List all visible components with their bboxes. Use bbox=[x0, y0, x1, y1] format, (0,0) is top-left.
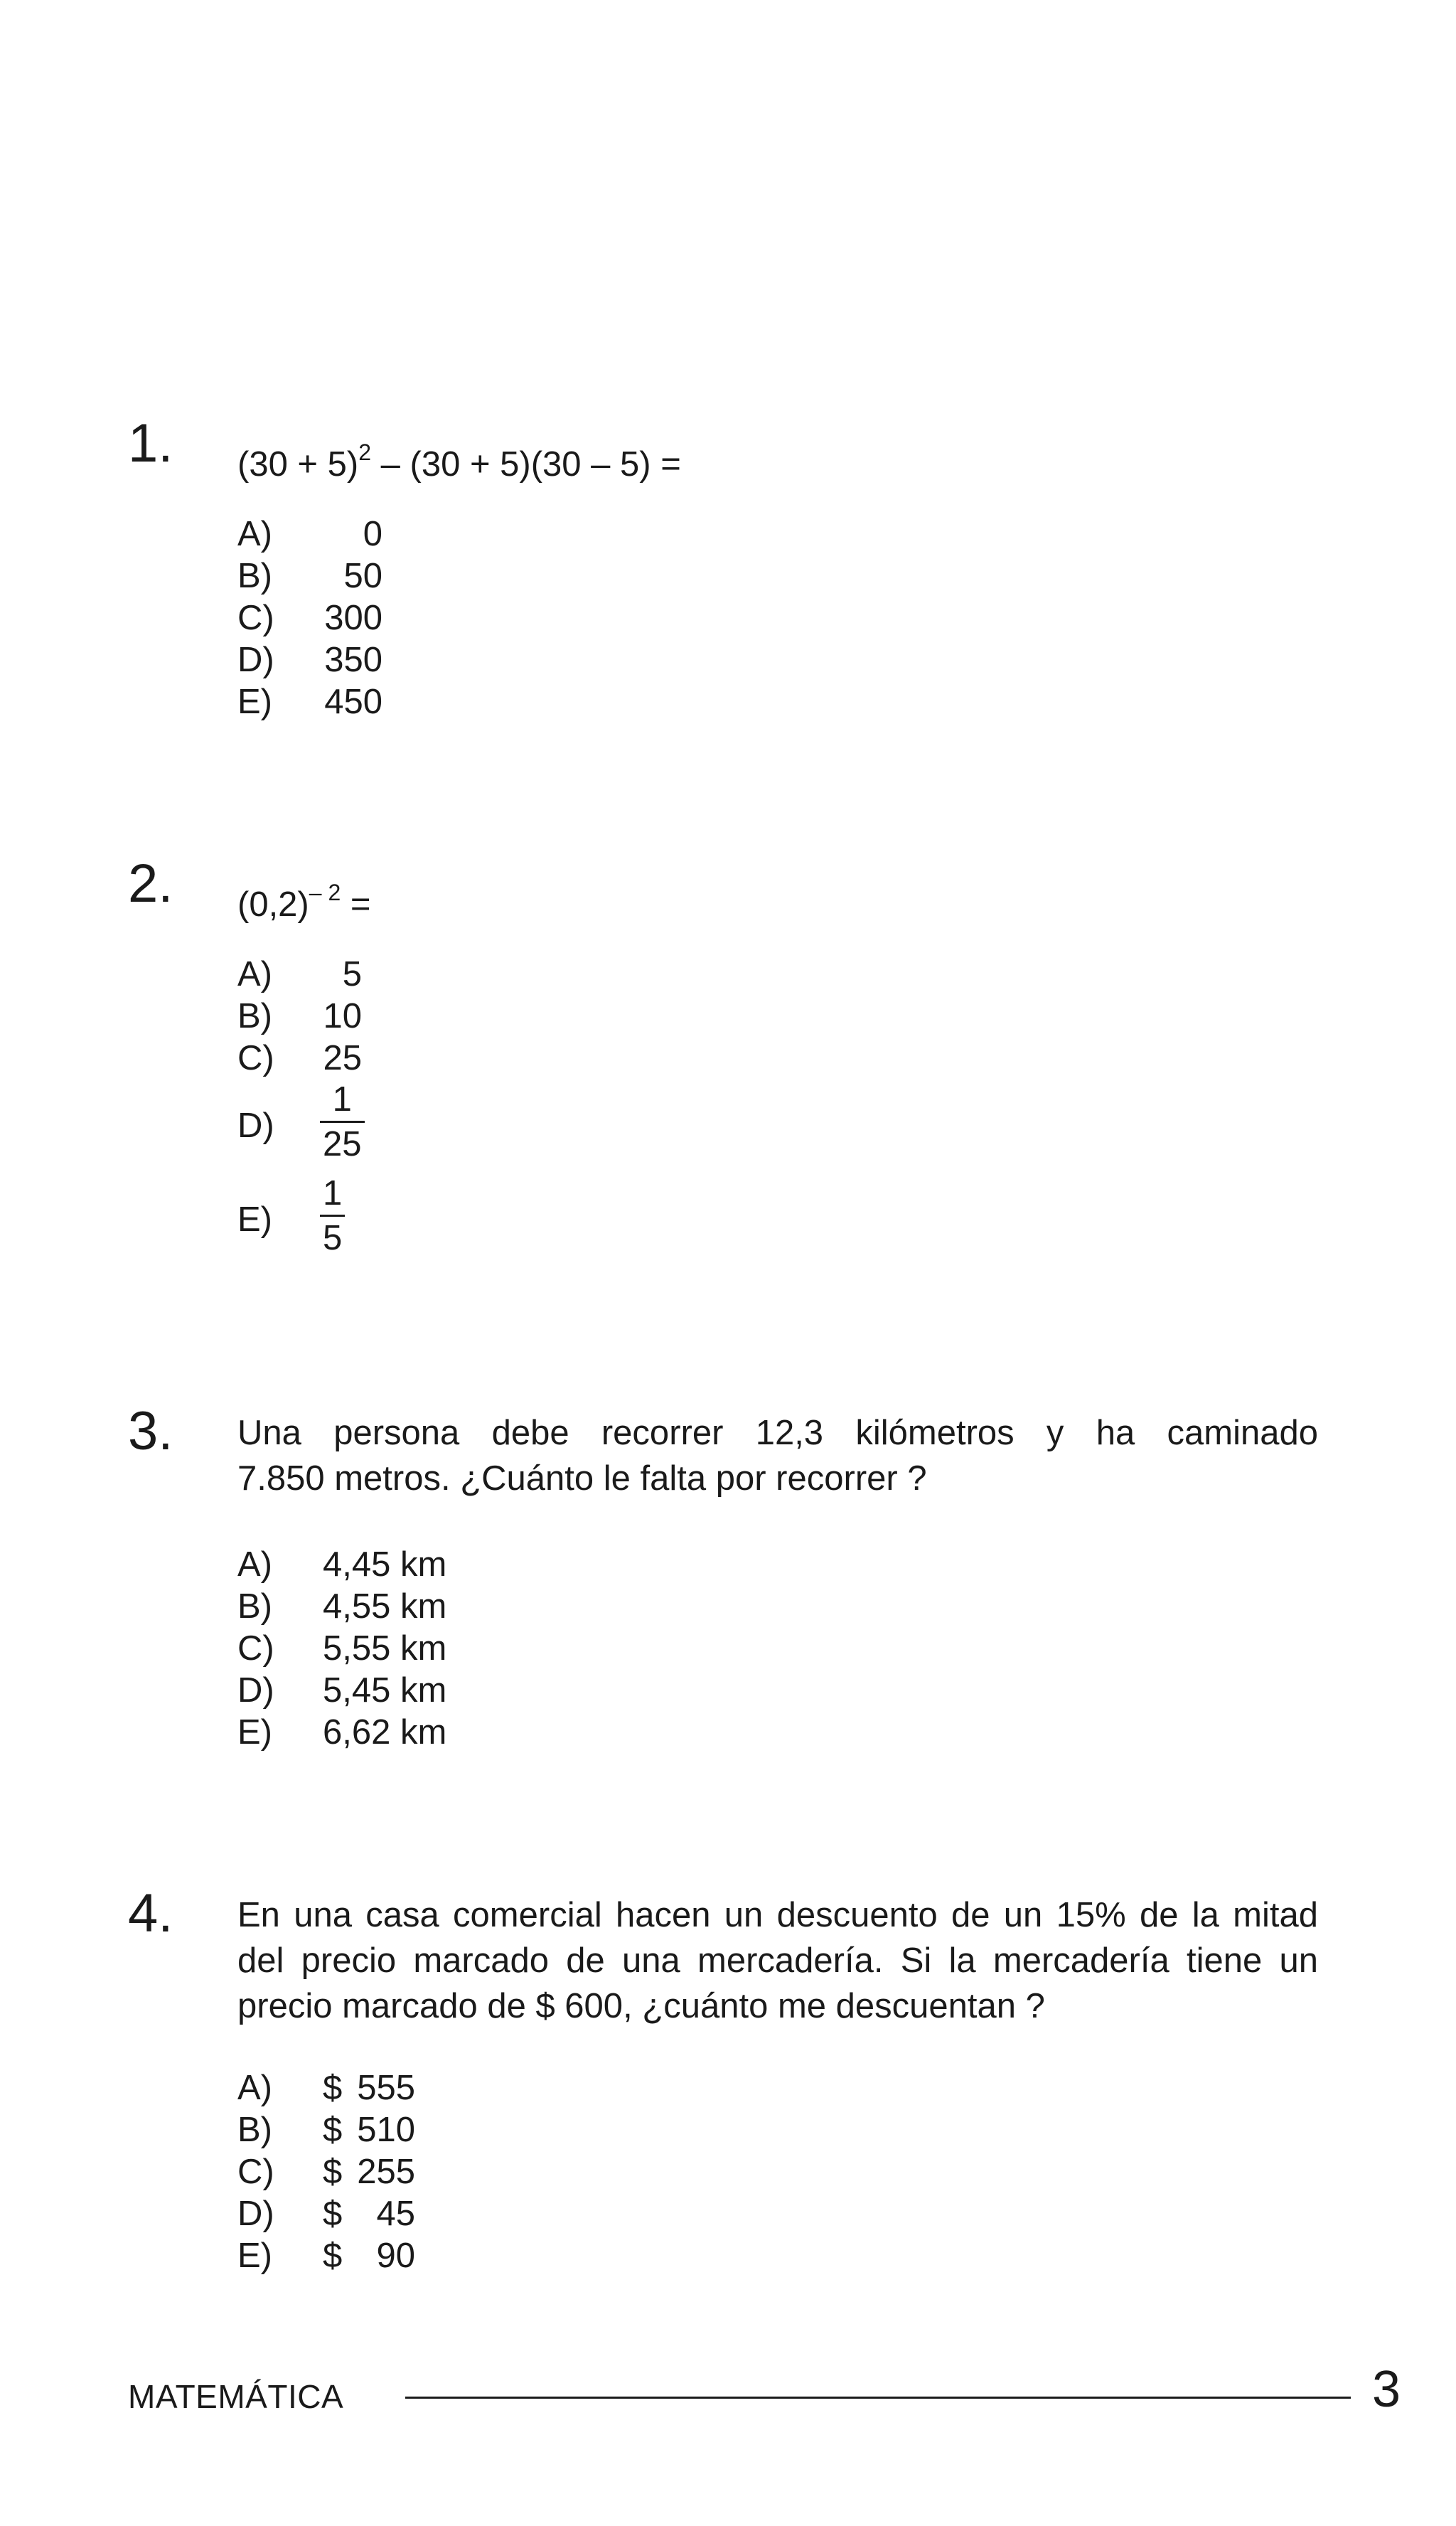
option-value bbox=[323, 2067, 415, 2109]
footer-divider bbox=[405, 2397, 1351, 2399]
amount: 510 bbox=[357, 2111, 415, 2149]
option-value: 300 bbox=[324, 599, 382, 637]
question-number: 1. bbox=[128, 413, 173, 474]
fraction-numerator: 1 bbox=[323, 1174, 343, 1213]
option-value: 50 bbox=[343, 557, 382, 595]
statement-line: Una persona debe recorrer 12,3 kilómetros y ha caminado bbox=[237, 1414, 1318, 1452]
exponent: – 2 bbox=[309, 880, 341, 905]
option-value bbox=[323, 2235, 415, 2277]
option-letter: C) bbox=[237, 1039, 274, 1077]
statement-line: del precio marcado de una mercadería. Si la mercadería tiene un bbox=[237, 1941, 1318, 1980]
option-value bbox=[323, 2109, 415, 2151]
amount: 90 bbox=[376, 2237, 415, 2275]
fraction bbox=[320, 1080, 365, 1164]
currency-symbol: $ bbox=[323, 2153, 343, 2191]
option-letter: C) bbox=[237, 1629, 274, 1668]
currency-symbol: $ bbox=[323, 2195, 343, 2233]
page-footer bbox=[128, 2361, 1401, 2418]
option-value: 5 bbox=[342, 955, 362, 993]
option-value: 25 bbox=[323, 1039, 362, 1077]
fraction bbox=[320, 1173, 345, 1258]
option-letter: B) bbox=[237, 2111, 272, 2149]
option-letter: B) bbox=[237, 557, 272, 595]
option-letter: A) bbox=[237, 955, 272, 993]
fraction-bar bbox=[320, 1215, 345, 1217]
option-value bbox=[323, 2193, 415, 2235]
currency-symbol: $ bbox=[323, 2111, 343, 2149]
option-letter: E) bbox=[237, 683, 272, 721]
option-letter: D) bbox=[237, 1671, 274, 1710]
option-letter: E) bbox=[237, 2237, 272, 2275]
currency-symbol: $ bbox=[323, 2237, 343, 2275]
option-value: 4,45 km bbox=[323, 1545, 447, 1584]
option-letter: B) bbox=[237, 997, 272, 1035]
statement-line: precio marcado de $ 600, ¿cuánto me descuentan ? bbox=[237, 1987, 1045, 2025]
question-statement bbox=[237, 1410, 1318, 1501]
option-letter: E) bbox=[237, 1713, 272, 1752]
question-number: 4. bbox=[128, 1883, 173, 1944]
fraction-numerator: 1 bbox=[332, 1080, 352, 1119]
amount: 45 bbox=[376, 2195, 415, 2233]
question-statement bbox=[237, 1892, 1318, 2029]
option-value: 450 bbox=[324, 683, 382, 721]
fraction-denominator: 5 bbox=[323, 1219, 343, 1257]
option-letter: B) bbox=[237, 1587, 272, 1626]
option-value: 5,45 km bbox=[323, 1671, 447, 1710]
option-letter: A) bbox=[237, 2069, 272, 2107]
option-value: 4,55 km bbox=[323, 1587, 447, 1626]
option-letter: A) bbox=[237, 515, 272, 553]
fraction-denominator: 25 bbox=[323, 1125, 362, 1163]
amount: 255 bbox=[357, 2153, 415, 2191]
option-letter: D) bbox=[237, 641, 274, 679]
statement-line: En una casa comercial hacen un descuento de un 15% de la mitad bbox=[237, 1896, 1318, 1934]
page-number: 3 bbox=[1372, 2361, 1401, 2418]
currency-symbol: $ bbox=[323, 2069, 343, 2107]
question-number: 3. bbox=[128, 1401, 173, 1461]
option-letter: C) bbox=[237, 599, 274, 637]
question-number: 2. bbox=[128, 853, 173, 914]
option-value: 5,55 km bbox=[323, 1629, 447, 1668]
statement-line: 7.850 metros. ¿Cuánto le falta por recorrer ? bbox=[237, 1459, 927, 1498]
question-expression: $(0,2)^{- 2}$ = bbox=[237, 880, 371, 924]
option-letter: D) bbox=[237, 1107, 274, 1145]
option-value: 0 bbox=[363, 515, 382, 553]
fraction-bar bbox=[320, 1121, 365, 1123]
option-value: 350 bbox=[324, 641, 382, 679]
option-letter: E) bbox=[237, 1200, 272, 1239]
subject-label: MATEMÁTICA bbox=[128, 2378, 344, 2415]
question-expression: $(30 + 5)^2 - (30 + 5)(30 - 5)$ = bbox=[237, 439, 681, 484]
option-letter: D) bbox=[237, 2195, 274, 2233]
option-letter: A) bbox=[237, 1545, 272, 1584]
option-value: 10 bbox=[323, 997, 362, 1035]
amount: 555 bbox=[357, 2069, 415, 2107]
option-value bbox=[323, 2151, 415, 2193]
option-letter: C) bbox=[237, 2153, 274, 2191]
exponent: 2 bbox=[358, 439, 372, 465]
option-value: 6,62 km bbox=[323, 1713, 447, 1752]
